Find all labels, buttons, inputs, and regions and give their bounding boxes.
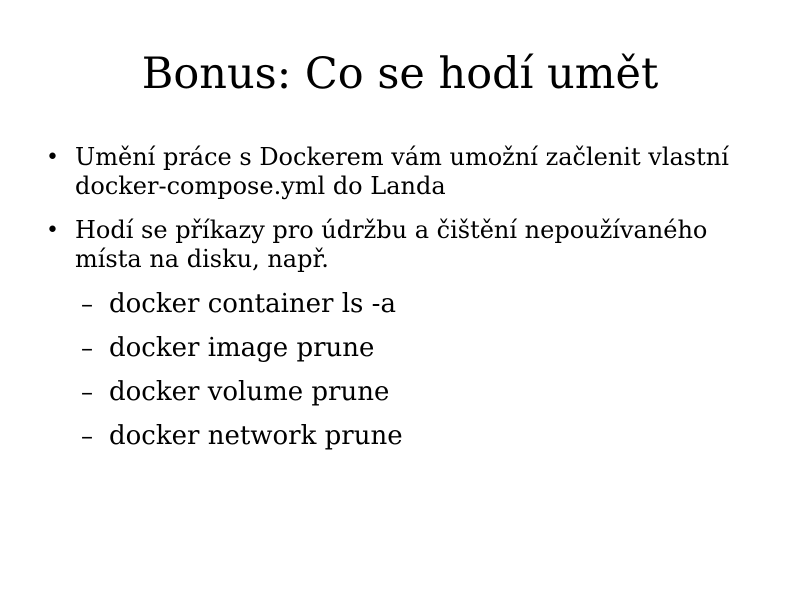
sub-bullet-item (0, 333, 800, 363)
dash-marker: – (81, 422, 93, 450)
dash-marker: – (81, 334, 93, 362)
sub-bullet-item (0, 289, 800, 319)
bullet-text: Umění práce s Dockerem vám umožní začlenit vlastní docker-compose.yml do Landa (75, 143, 729, 200)
sub-bullet-item (0, 377, 800, 407)
sub-bullet-text: docker volume prune (109, 377, 390, 407)
sub-bullet-text: docker network prune (109, 421, 403, 451)
slide-title: Bonus: Co se hodí umět (141, 49, 659, 99)
dash-marker: – (81, 290, 93, 318)
bullet-marker: • (46, 145, 59, 170)
bullet-marker: • (46, 218, 59, 243)
bullet-item (0, 216, 755, 274)
dash-marker: – (81, 378, 93, 406)
sub-bullet-text: docker container ls -a (109, 289, 396, 319)
sub-bullet-text: docker image prune (109, 333, 375, 363)
bullet-text: Hodí se příkazy pro údržbu a čištění nepoužívaného místa na disku, např. (75, 216, 708, 273)
sub-bullet-list (0, 289, 800, 451)
bullet-list (0, 143, 800, 465)
sub-bullet-item (0, 421, 800, 451)
bullet-item (0, 143, 755, 201)
